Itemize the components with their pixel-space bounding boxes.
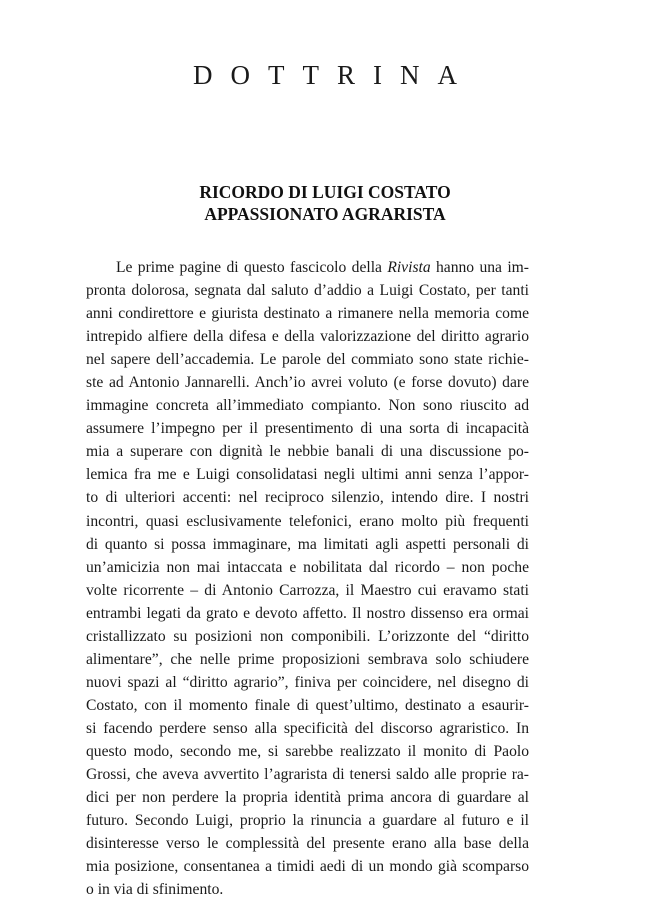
body-line: alimentare”, che nelle prime proposizioni sembrava solo schiudere (86, 650, 529, 668)
body-line: nel sapere dell’accademia. Le parole del commiato sono state richie- (86, 351, 529, 369)
body-line: questo modo, secondo me, si sarebbe realizzato il monito di Paolo (86, 742, 529, 760)
body-line: ste ad Antonio Jannarelli. Anch’io avrei voluto (e forse dovuto) dare (86, 374, 529, 392)
body-line: intrepido alfiere della difesa e della valorizzazione del diritto agrario (86, 328, 529, 346)
body-line: Grossi, che aveva avvertito l’agrarista di tenersi saldo alle proprie ra- (86, 766, 529, 784)
body-line: anni condirettore e giurista destinato a rimanere nella memoria come (86, 305, 529, 323)
body-line: volte ricorrente – di Antonio Carrozza, il Maestro cui eravamo stati (86, 581, 529, 599)
body-line: lemica fra me e Luigi consolidatasi negli ultimi anni senza l’appor- (86, 466, 529, 484)
section-heading: DOTTRINA (193, 60, 475, 90)
journal-name: Rivista (387, 259, 431, 276)
article-title (0, 181, 650, 225)
body-line: disinteresse verso le complessità del presente erano alla base della (86, 835, 529, 853)
body-line: nuovi spazi al “diritto agrario”, finiva per coincidere, nel disegno di (86, 673, 529, 691)
body-line: to di ulteriori accenti: nel reciproco silenzio, intendo dire. I nostri (86, 489, 529, 507)
body-line: mia a superare con dignità le nebbie banali di una discussione po- (86, 443, 529, 461)
body-line: assumere l’impegno per il presentimento di una sorta di incapacità (86, 420, 529, 438)
body-line: o in via di sfinimento. (86, 881, 224, 899)
body-line: di quanto si possa immaginare, ma limitati agli aspetti personali di (86, 535, 529, 553)
body-line: cristallizzato su posizioni non componibili. L’orizzonte del “diritto (86, 627, 529, 645)
body-line: si facendo perdere senso alla specificità del discorso agraristico. In (86, 719, 529, 737)
body-line (86, 256, 529, 279)
article-title-line-2: APPASSIONATO AGRARISTA (204, 204, 446, 224)
body-line-text: hanno una im- (430, 259, 529, 276)
body-line: incontri, quasi esclusivamente telefonici, erano molto più frequenti (86, 512, 529, 530)
body-line: un’amicizia non mai intaccata e nobilitata dal ricordo – non poche (86, 558, 529, 576)
body-line: entrambi legati da grato e devoto affetto. Il nostro dissenso era ormai (86, 604, 529, 622)
body-line: mia posizione, consentanea a timidi aedi di un mondo già scomparso (86, 858, 529, 876)
body-line: Costato, con il momento finale di quest’ultimo, destinato a esaurir- (86, 696, 529, 714)
article-body (86, 256, 529, 901)
body-line: immagine concreta all’immediato compianto. Non sono riuscito ad (86, 397, 529, 415)
body-line-text: Le prime pagine di questo fascicolo della (116, 259, 388, 276)
body-line: dici per non perdere la propria identità prima ancora di guardare al (86, 789, 529, 807)
body-line: futuro. Secondo Luigi, proprio la rinuncia a guardare al futuro e il (86, 812, 529, 830)
body-line: pronta dolorosa, segnata dal saluto d’addio a Luigi Costato, per tanti (86, 282, 529, 300)
article-title-line-1: RICORDO DI LUIGI COSTATO (199, 182, 451, 202)
